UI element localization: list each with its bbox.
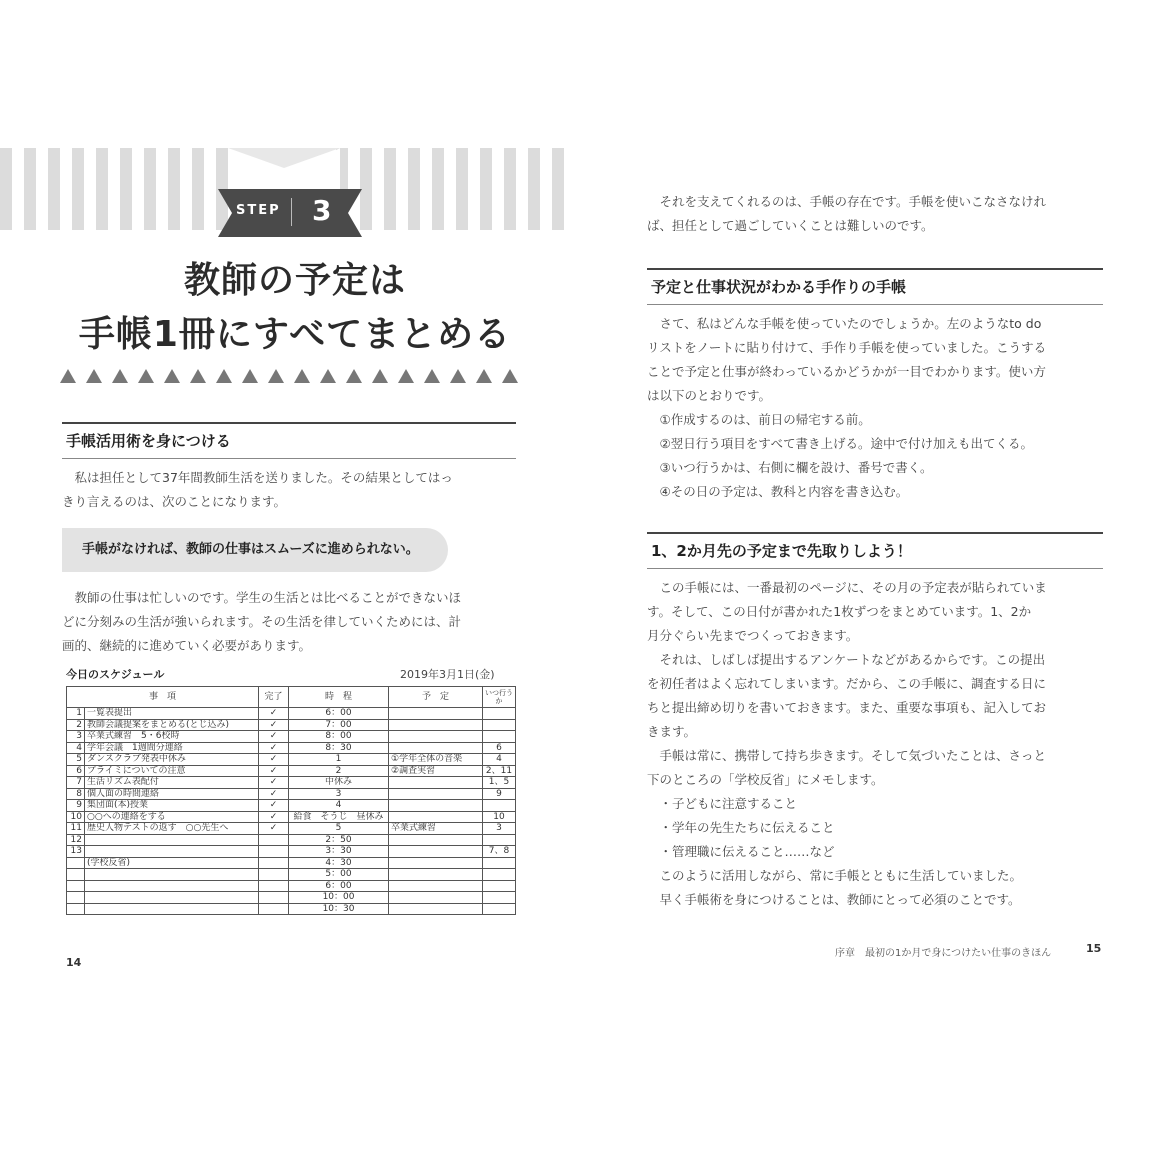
row-plan: ②調査実習 (389, 765, 483, 777)
row-when (483, 903, 516, 915)
row-time: 7：00 (289, 719, 389, 731)
row-number: 3 (67, 731, 85, 743)
header-when: いつ行うか (483, 687, 516, 708)
schedule-row (67, 857, 516, 869)
row-done: ✓ (259, 788, 289, 800)
schedule-row (67, 754, 516, 766)
schedule-header-row (67, 687, 516, 708)
row-item: (学校反省) (85, 857, 259, 869)
row-item: プライミについての注意 (85, 765, 259, 777)
row-plan: 卒業式練習 (389, 823, 483, 835)
row-item: ○○への連絡をする (85, 811, 259, 823)
row-time: 2 (289, 765, 389, 777)
row-time: 6：00 (289, 708, 389, 720)
page-number-right: 15 (1086, 942, 1102, 955)
row-time: 4 (289, 800, 389, 812)
schedule-row (67, 846, 516, 858)
row-when (483, 800, 516, 812)
row-when: 10 (483, 811, 516, 823)
schedule-row (67, 892, 516, 904)
row-item: 歴史人物テストの返す ○○先生へ (85, 823, 259, 835)
row-when (483, 892, 516, 904)
row-done (259, 903, 289, 915)
row-time: 給食 そうじ 昼休み (289, 811, 389, 823)
row-when (483, 719, 516, 731)
row-plan (389, 731, 483, 743)
row-time: 中休み (289, 777, 389, 789)
row-time: 4：30 (289, 857, 389, 869)
row-plan (389, 742, 483, 754)
row-number: 10 (67, 811, 85, 823)
row-item (85, 880, 259, 892)
row-done (259, 880, 289, 892)
row-plan: ①学年全体の音楽 (389, 754, 483, 766)
row-item: 教師会議提案をまとめる(とじ込み) (85, 719, 259, 731)
section1-paragraph: 私は担任として37年間教師生活を送りました。その結果としてはっ きり言えるのは、次のことになります。 (62, 470, 453, 509)
row-done (259, 869, 289, 881)
row-done: ✓ (259, 754, 289, 766)
schedule-row (67, 742, 516, 754)
page-number-left: 14 (66, 956, 82, 969)
row-number: 7 (67, 777, 85, 789)
schedule-row (67, 777, 516, 789)
header-plan: 予 定 (389, 687, 483, 708)
row-number: 9 (67, 800, 85, 812)
step-label: STEP (236, 203, 281, 218)
section-heading-notebook-skills: 手帳活用術を身につける (62, 422, 516, 459)
row-number: 1 (67, 708, 85, 720)
row-done (259, 892, 289, 904)
row-when (483, 708, 516, 720)
row-when: 2、11 (483, 765, 516, 777)
header-item: 事 項 (67, 687, 259, 708)
row-done: ✓ (259, 823, 289, 835)
row-time: 2：50 (289, 834, 389, 846)
schedule-title: 今日のスケジュール (66, 668, 165, 681)
row-item: 個人面の時間連絡 (85, 788, 259, 800)
row-time: 5：00 (289, 869, 389, 881)
row-item: 一覧表提出 (85, 708, 259, 720)
row-when: 7、8 (483, 846, 516, 858)
schedule-row (67, 823, 516, 835)
row-item: 生活リズム表配付 (85, 777, 259, 789)
row-number (67, 880, 85, 892)
row-done: ✓ (259, 811, 289, 823)
page-title-line-1: 教師の予定は (183, 260, 406, 301)
right-page (575, 0, 1150, 1150)
row-item: ダンスクラブ発表中休み (85, 754, 259, 766)
row-done: ✓ (259, 731, 289, 743)
row-when: 3 (483, 823, 516, 835)
schedule-row (67, 788, 516, 800)
callout-box: 手帳がなければ、教師の仕事はスムーズに進められない。 (62, 528, 448, 572)
row-time: 3：30 (289, 846, 389, 858)
row-number (67, 903, 85, 915)
row-number: 5 (67, 754, 85, 766)
row-when: 4 (483, 754, 516, 766)
row-number: 11 (67, 823, 85, 835)
row-number (67, 869, 85, 881)
row-number (67, 892, 85, 904)
schedule-row (67, 903, 516, 915)
row-number: 8 (67, 788, 85, 800)
row-done: ✓ (259, 708, 289, 720)
row-when: 6 (483, 742, 516, 754)
row-done: ✓ (259, 765, 289, 777)
schedule-row (67, 880, 516, 892)
row-item: 学年会議 1週間分連絡 (85, 742, 259, 754)
row-done: ✓ (259, 742, 289, 754)
row-time: 5 (289, 823, 389, 835)
step-number: 3 (312, 194, 332, 227)
row-plan (389, 846, 483, 858)
row-item: 集団面(本)授業 (85, 800, 259, 812)
row-item (85, 903, 259, 915)
schedule-date: 2019年3月1日(金) (400, 668, 495, 681)
row-when (483, 834, 516, 846)
step-divider (291, 198, 292, 226)
row-plan (389, 880, 483, 892)
row-number: 12 (67, 834, 85, 846)
row-plan (389, 800, 483, 812)
row-time: 1 (289, 754, 389, 766)
row-number (67, 857, 85, 869)
row-time: 8：00 (289, 731, 389, 743)
row-when: 9 (483, 788, 516, 800)
row-done: ✓ (259, 800, 289, 812)
section-heading-handmade-notebook: 予定と仕事状況がわかる手作りの手帳 (647, 268, 1103, 305)
section-heading-plan-ahead: 1、2か月先の予定まで先取りしよう！ (647, 532, 1103, 569)
schedule-row (67, 765, 516, 777)
header-time: 時 程 (289, 687, 389, 708)
row-number: 2 (67, 719, 85, 731)
section2-paragraph: さて、私はどんな手帳を使っていたのでしょうか。左のようなto do リストをノートに貼り付けて、手作り手帳を使っていました。こうする ことで予定と仕事が終わっているかどうかが一目でわかります。使い方 は以下のとおりです。 ①作成するのは、前日の帰宅する前。 ②翌日行う項目をすべて書き上げる。途中で付け加えも出てくる。 ③いつ行うかは、右側に欄を設け、番号で書く。 ④その日の予定は、教科と内容を書き込む。 (647, 316, 1047, 499)
row-time: 10：30 (289, 903, 389, 915)
row-done (259, 834, 289, 846)
row-item (85, 846, 259, 858)
section3-paragraph: この手帳には、一番最初のページに、その月の予定表が貼られていま す。そして、この日付が書かれた1枚ずつをまとめています。1、2か 月分ぐらい先までつくっておきます。 それは、しばしば提出するアンケートなどがあるからです。この提出 を初任者はよく忘れてしまいます。だから、この手帳に、調査する日に ちと提出締め切りを書いておきます。また、重要な事項も、記入してお きます。 手帳は常に、携帯して持ち歩きます。そして気づいたことは、さっと 下のところの「学校反省」にメモします。 ・子どもに注意すること ・学年の先生たちに伝えること ・管理職に伝えること……など このように活用しながら、常に手帳とともに生活していました。 早く手帳術を身につけることは、教師にとって必須のことです。 (647, 580, 1047, 907)
row-plan (389, 719, 483, 731)
row-done: ✓ (259, 777, 289, 789)
page-title-line-2: 手帳1冊にすべてまとめる (78, 314, 512, 355)
row-plan (389, 834, 483, 846)
row-plan (389, 777, 483, 789)
paragraph-2: 教師の仕事は忙しいのです。学生の生活とは比べることができないほ どに分刻みの生活が強いられます。その生活を律していくためには、計 画的、継続的に進めていく必要があります。 (62, 590, 462, 653)
row-plan (389, 869, 483, 881)
row-item (85, 834, 259, 846)
row-plan (389, 857, 483, 869)
chapter-footer: 序章 最初の1か月で身につけたい仕事のきほん (835, 948, 1052, 959)
schedule-table (66, 686, 515, 932)
row-when (483, 731, 516, 743)
row-done: ✓ (259, 719, 289, 731)
schedule-row (67, 708, 516, 720)
row-done (259, 857, 289, 869)
row-when (483, 869, 516, 881)
row-when: 1、5 (483, 777, 516, 789)
row-plan (389, 708, 483, 720)
row-item (85, 892, 259, 904)
row-time: 8：30 (289, 742, 389, 754)
row-time: 6：00 (289, 880, 389, 892)
schedule-row (67, 719, 516, 731)
row-plan (389, 811, 483, 823)
row-number: 13 (67, 846, 85, 858)
row-item: 卒業式練習 5・6校時 (85, 731, 259, 743)
header-done: 完了 (259, 687, 289, 708)
row-time: 10：00 (289, 892, 389, 904)
schedule-row (67, 731, 516, 743)
triangle-divider (60, 369, 520, 383)
schedule-row (67, 811, 516, 823)
row-plan (389, 892, 483, 904)
schedule-row (67, 800, 516, 812)
row-plan (389, 903, 483, 915)
row-number: 4 (67, 742, 85, 754)
intro-paragraph: それを支えてくれるのは、手帳の存在です。手帳を使いこなさなけれ ば、担任として過ごしていくことは難しいのです。 (647, 194, 1047, 233)
row-plan (389, 788, 483, 800)
row-when (483, 880, 516, 892)
row-time: 3 (289, 788, 389, 800)
schedule-row (67, 834, 516, 846)
row-item (85, 869, 259, 881)
row-when (483, 857, 516, 869)
row-number: 6 (67, 765, 85, 777)
schedule-row (67, 869, 516, 881)
row-done (259, 846, 289, 858)
